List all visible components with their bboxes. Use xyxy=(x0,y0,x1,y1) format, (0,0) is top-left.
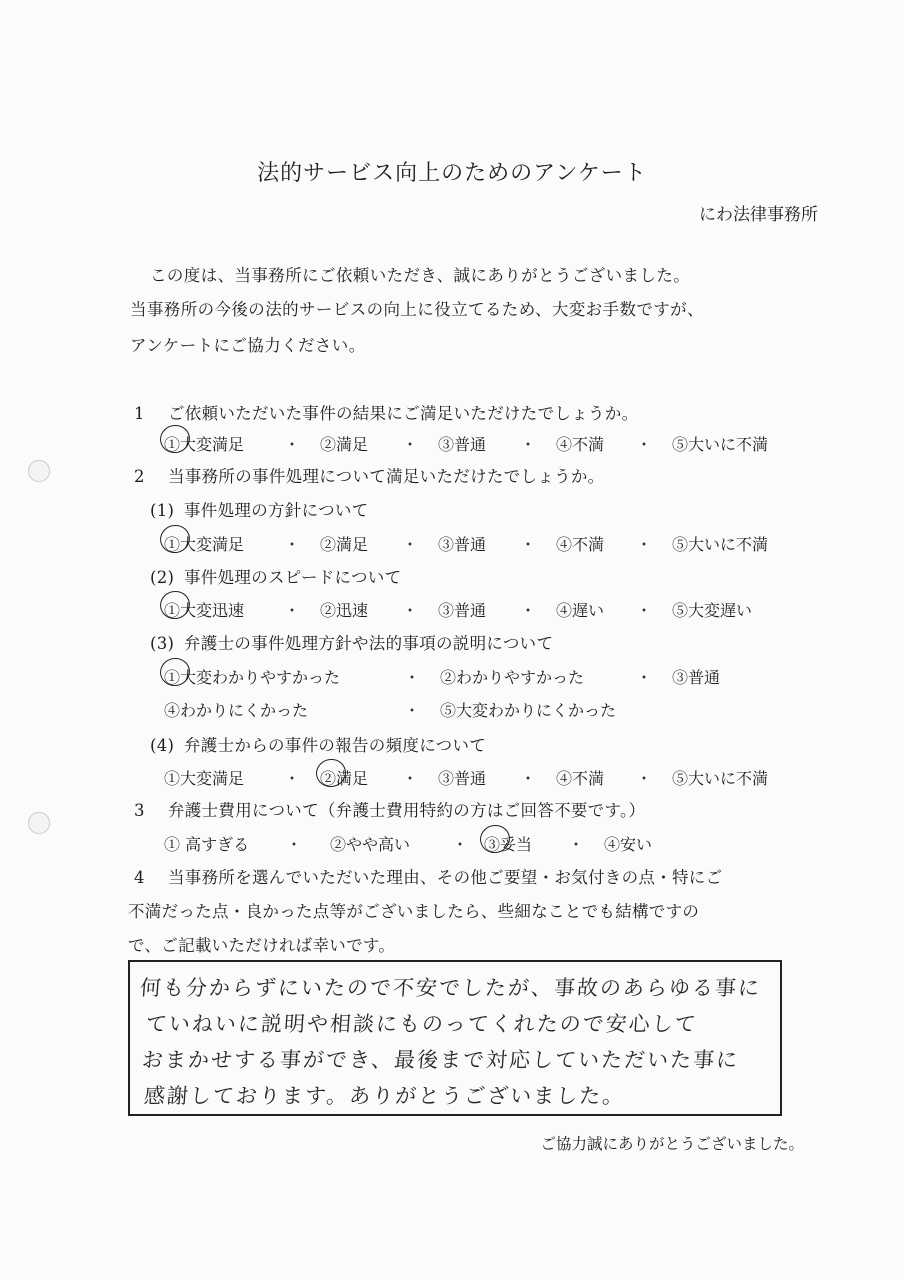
option[interactable]: ④安い xyxy=(604,835,653,854)
option[interactable]: ②迅速 xyxy=(320,601,369,620)
separator: ・ xyxy=(402,535,419,554)
sub-question-2 xyxy=(150,564,401,588)
separator: ・ xyxy=(402,435,419,454)
option[interactable]: ③妥当 xyxy=(484,835,533,854)
option[interactable]: ②満足 xyxy=(320,535,369,554)
option[interactable]: ④遅い xyxy=(556,601,605,620)
sub-question-4 xyxy=(150,732,486,756)
separator: ・ xyxy=(284,769,301,788)
option[interactable]: ⑤大変わかりにくかった xyxy=(440,701,617,720)
office-name: にわ法律事務所 xyxy=(699,205,818,225)
option[interactable]: ②やや高い xyxy=(330,835,411,854)
option[interactable]: ③普通 xyxy=(438,535,487,554)
option[interactable]: ⑤大いに不満 xyxy=(672,435,769,454)
sub-label: (2) xyxy=(150,568,175,587)
option[interactable]: ②わかりやすかった xyxy=(440,668,585,687)
sub-text: 事件処理のスピードについて xyxy=(184,568,402,587)
separator: ・ xyxy=(452,835,469,854)
option[interactable]: ③普通 xyxy=(672,668,721,687)
separator: ・ xyxy=(636,769,653,788)
question-2 xyxy=(134,463,604,487)
question-number: 4 xyxy=(134,868,145,887)
separator: ・ xyxy=(568,835,585,854)
option[interactable]: ①大変満足 xyxy=(164,435,245,454)
separator: ・ xyxy=(636,435,653,454)
sub-label: (3) xyxy=(150,634,175,653)
option[interactable]: ⑤大いに不満 xyxy=(672,535,769,554)
option[interactable]: ①大変迅速 xyxy=(164,601,245,620)
option[interactable]: ③普通 xyxy=(438,769,487,788)
separator: ・ xyxy=(286,835,303,854)
sub-question-3 xyxy=(150,630,553,654)
option[interactable]: ④不満 xyxy=(556,535,605,554)
separator: ・ xyxy=(520,435,537,454)
separator: ・ xyxy=(284,535,301,554)
closing-thanks: ご協力誠にありがとうございました。 xyxy=(540,1135,804,1153)
option[interactable]: ②満足 xyxy=(320,769,369,788)
question-number: 3 xyxy=(134,801,145,820)
separator: ・ xyxy=(404,701,421,720)
separator: ・ xyxy=(402,601,419,620)
sub-label: (1) xyxy=(150,501,175,520)
question-text: 当事務所の事件処理について満足いただけたでしょうか。 xyxy=(168,467,605,486)
option[interactable]: ④不満 xyxy=(556,435,605,454)
question-text: 弁護士費用について（弁護士費用特約の方はご回答不要です。） xyxy=(168,801,646,820)
separator: ・ xyxy=(636,601,653,620)
punch-hole xyxy=(28,460,50,482)
separator: ・ xyxy=(636,535,653,554)
separator: ・ xyxy=(520,769,537,788)
option[interactable]: ⑤大いに不満 xyxy=(672,769,769,788)
separator: ・ xyxy=(402,769,419,788)
option[interactable]: ①大変満足 xyxy=(164,769,245,788)
punch-hole xyxy=(28,812,50,834)
handwritten-line-4: 感謝しております。ありがとうございました。 xyxy=(143,1084,627,1108)
question-number: 1 xyxy=(134,404,145,423)
question-4-line-2: 不満だった点・良かった点等がございましたら、些細なことでも結構ですの xyxy=(128,902,700,921)
separator: ・ xyxy=(404,668,421,687)
handwritten-line-3: おまかせする事ができ、最後まで対応していただいた事に xyxy=(141,1048,740,1072)
option[interactable]: ③普通 xyxy=(438,435,487,454)
option[interactable]: ③普通 xyxy=(438,601,487,620)
question-number: 2 xyxy=(134,467,145,486)
intro-line-2: 当事務所の今後の法的サービスの向上に役立てるため、大変お手数ですが、 xyxy=(130,300,704,319)
question-1 xyxy=(134,400,638,424)
sub-text: 弁護士からの事件の報告の頻度について xyxy=(184,736,487,755)
question-text: ご依頼いただいた事件の結果にご満足いただけたでしょうか。 xyxy=(168,404,639,423)
intro-line-3: アンケートにご協力ください。 xyxy=(130,336,366,355)
separator: ・ xyxy=(520,535,537,554)
sub-label: (4) xyxy=(150,736,175,755)
intro-line-1: この度は、当事務所にご依頼いただき、誠にありがとうございました。 xyxy=(150,266,691,285)
handwritten-line-2: ていねいに説明や相談にものってくれたので安心して xyxy=(145,1012,699,1036)
sub-question-1 xyxy=(150,497,368,521)
free-answer-box[interactable] xyxy=(128,960,782,1116)
question-4 xyxy=(134,864,722,888)
option[interactable]: ①大変満足 xyxy=(164,535,245,554)
sub-text: 弁護士の事件処理方針や法的事項の説明について xyxy=(184,634,554,653)
option[interactable]: ⑤大変遅い xyxy=(672,601,753,620)
survey-title: 法的サービス向上のためのアンケート xyxy=(257,161,647,186)
question-3 xyxy=(134,797,645,821)
separator: ・ xyxy=(520,601,537,620)
option[interactable]: ①大変わかりやすかった xyxy=(164,668,341,687)
option[interactable]: ① 高すぎる xyxy=(164,835,250,854)
separator: ・ xyxy=(284,435,301,454)
separator: ・ xyxy=(284,601,301,620)
option[interactable]: ②満足 xyxy=(320,435,369,454)
sub-text: 事件処理の方針について xyxy=(184,501,369,520)
handwritten-line-1: 何も分からずにいたので不安でしたが、事故のあらゆる事に xyxy=(139,976,762,1000)
question-text: 当事務所を選んでいただいた理由、その他ご要望・お気付きの点・特にご xyxy=(168,868,723,887)
option[interactable]: ④不満 xyxy=(556,769,605,788)
option[interactable]: ④わかりにくかった xyxy=(164,701,309,720)
question-4-line-3: で、ご記載いただければ幸いです。 xyxy=(128,936,396,955)
separator: ・ xyxy=(636,668,653,687)
